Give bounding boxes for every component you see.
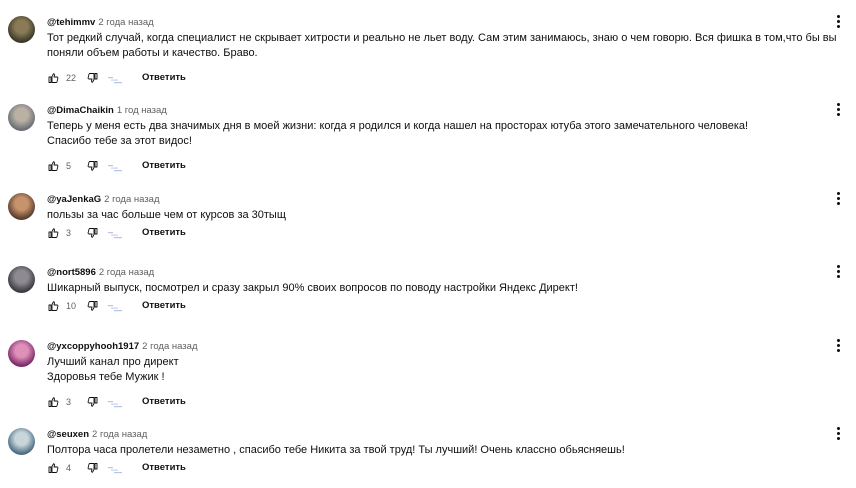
more-options-icon[interactable] <box>834 191 842 207</box>
like-count: 3 <box>66 397 72 407</box>
comment-actions <box>47 394 186 410</box>
like-icon[interactable] <box>47 160 59 172</box>
like-icon[interactable] <box>47 462 59 474</box>
comment-header <box>47 104 167 118</box>
more-options-icon[interactable] <box>834 426 842 442</box>
comment-actions <box>47 158 186 174</box>
comment-text <box>47 281 578 296</box>
avatar[interactable] <box>8 193 35 220</box>
more-options-icon[interactable] <box>834 102 842 118</box>
comment-time[interactable]: 2 года назад <box>92 429 148 440</box>
comment-text-line: Спасибо тебе за этот видос! <box>47 135 192 147</box>
author-name[interactable]: @DimaChaikin <box>47 105 114 116</box>
reply-button[interactable]: Ответить <box>142 227 186 238</box>
more-options-icon[interactable] <box>834 264 842 280</box>
comment-text <box>47 208 286 223</box>
comment-text-line: Теперь у меня есть два значимых дня в моей жизни: когда я родился и когда нашел на просторах ютуба этого замечательного человека! <box>47 120 749 132</box>
creator-heart-icon <box>108 73 124 83</box>
dislike-icon[interactable] <box>87 462 99 474</box>
comment-header <box>47 266 154 280</box>
creator-heart-icon <box>108 161 124 171</box>
like-icon[interactable] <box>47 227 59 239</box>
comment-actions <box>47 70 186 86</box>
avatar[interactable] <box>8 104 35 131</box>
dislike-icon[interactable] <box>87 72 99 84</box>
reply-button[interactable]: Ответить <box>142 72 186 83</box>
dislike-icon[interactable] <box>87 227 99 239</box>
comment-text-line: Здоровья тебе Мужик ! <box>47 371 165 383</box>
comment-text-line: пользы за час больше чем от курсов за 30тыщ <box>47 209 286 221</box>
comment-time[interactable]: 2 года назад <box>104 194 160 205</box>
comment-header <box>47 193 160 207</box>
creator-heart-icon <box>108 397 124 407</box>
author-name[interactable]: @yaJenkaG <box>47 194 102 205</box>
author-name[interactable]: @nort5896 <box>47 267 96 278</box>
like-count: 22 <box>66 73 77 83</box>
more-options-icon[interactable] <box>834 338 842 354</box>
comment-time[interactable]: 2 года назад <box>98 267 155 278</box>
comment-text-line: поняли объем работы и качество. Браво. <box>47 47 258 59</box>
dislike-icon[interactable] <box>87 396 99 408</box>
avatar[interactable] <box>8 340 35 367</box>
creator-heart-icon <box>108 228 124 238</box>
reply-button[interactable]: Ответить <box>142 462 186 473</box>
comment-actions <box>47 225 186 241</box>
comment-text <box>47 119 748 149</box>
comment-text-line: Полтора часа пролетели незаметно , спасибо тебе Никита за твой труд! Ты лучший! Очень классно обьясняешь! <box>47 444 625 456</box>
comment-time[interactable]: 2 года назад <box>142 341 198 352</box>
comment-actions <box>47 460 186 476</box>
comment-actions <box>47 298 186 314</box>
dislike-icon[interactable] <box>87 300 99 312</box>
creator-heart-icon <box>108 301 124 311</box>
comment-time[interactable]: 2 года назад <box>98 17 154 28</box>
comment-text <box>47 31 837 61</box>
comment-header <box>47 428 147 442</box>
like-count: 3 <box>66 228 72 238</box>
author-name[interactable]: @yxcoppyhooh1917 <box>47 341 140 352</box>
avatar[interactable] <box>8 16 35 43</box>
reply-button[interactable]: Ответить <box>142 396 186 407</box>
like-count: 4 <box>66 463 72 473</box>
comment-time[interactable]: 1 год назад <box>116 105 167 116</box>
comment-text-line: Лучший канал про директ <box>47 356 179 368</box>
avatar[interactable] <box>8 428 35 455</box>
comment-header <box>47 16 154 30</box>
creator-heart-icon <box>108 463 124 473</box>
avatar[interactable] <box>8 266 35 293</box>
comment-text-line: Шикарный выпуск, посмотрел и сразу закрыл 90% своих вопросов по поводу настройки Яндекс Директ! <box>47 282 578 294</box>
like-icon[interactable] <box>47 300 59 312</box>
like-count: 10 <box>66 301 77 311</box>
reply-button[interactable]: Ответить <box>142 300 186 311</box>
like-count: 5 <box>66 161 72 171</box>
comment-text <box>47 443 625 458</box>
like-icon[interactable] <box>47 396 59 408</box>
comment-header <box>47 340 197 354</box>
dislike-icon[interactable] <box>87 160 99 172</box>
author-name[interactable]: @tehimmv <box>47 17 96 28</box>
comment-text <box>47 355 179 385</box>
author-name[interactable]: @seuxen <box>47 429 90 440</box>
reply-button[interactable]: Ответить <box>142 160 186 171</box>
like-icon[interactable] <box>47 72 59 84</box>
comment-text-line: Тот редкий случай, когда специалист не скрывает хитрости и реально не льет воду. Сам этим занимаюсь, знаю о чем говорю. Вся фишка в том,что бы вы <box>47 32 837 44</box>
more-options-icon[interactable] <box>834 14 842 30</box>
